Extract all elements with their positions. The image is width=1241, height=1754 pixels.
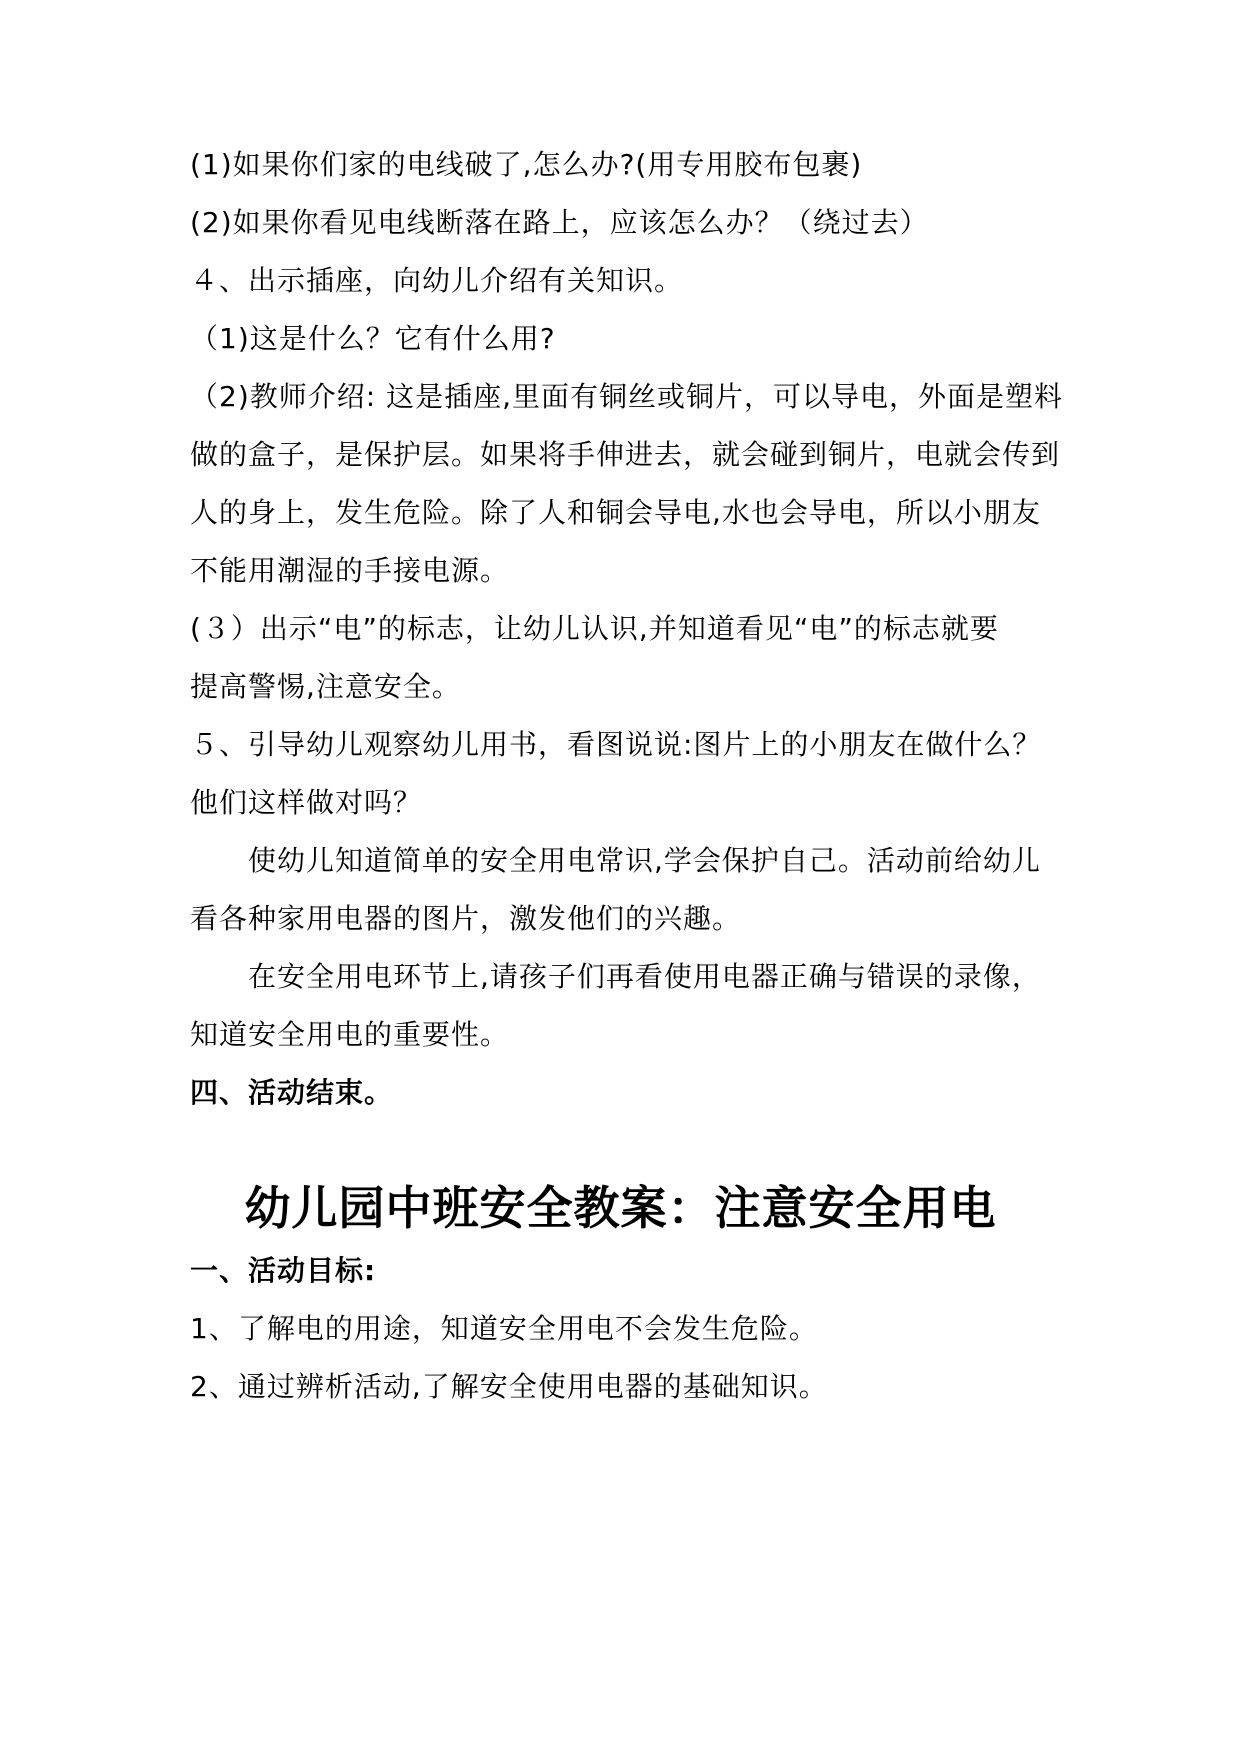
paragraph-line: （2)教师介绍: 这是插座,里面有铜丝或铜片，可以导电，外面是塑料: [190, 380, 1063, 413]
goal-item: 1、了解电的用途，知道安全用电不会发生危险。: [190, 1312, 818, 1345]
paragraph-line: 在安全用电环节上,请孩子们再看使用电器正确与错误的录像，: [248, 960, 1041, 993]
paragraph-line: ５、引导幼儿观察幼儿用书，看图说说:图片上的小朋友在做什么？: [190, 728, 1042, 761]
paragraph-line: (2)如果你看见电线断落在路上，应该怎么办？（绕过去）: [190, 206, 929, 239]
paragraph-line: 不能用潮湿的手接电源。: [190, 554, 510, 587]
paragraph-line: (３）出示“电”的标志，让幼儿认识,并知道看见“电”的标志就要: [190, 612, 999, 645]
document-title: 幼儿园中班安全教案：注意安全用电: [244, 1181, 997, 1235]
paragraph-line: (1)如果你们家的电线破了,怎么办?(用专用胶布包裹): [190, 148, 863, 181]
goal-item: 2、通过辨析活动,了解安全使用电器的基础知识。: [190, 1370, 828, 1403]
paragraph-line: 做的盒子，是保护层。如果将手伸进去，就会碰到铜片，电就会传到: [190, 438, 1061, 471]
section-heading-end: 四、活动结束。: [190, 1076, 394, 1109]
paragraph-line: 知道安全用电的重要性。: [190, 1018, 510, 1051]
paragraph-line: 使幼儿知道简单的安全用电常识,学会保护自己。活动前给幼儿: [248, 844, 1041, 877]
paragraph-line: 人的身上，发生危险。除了人和铜会导电,水也会导电，所以小朋友: [190, 496, 1041, 529]
paragraph-line: 提高警惕,注意安全。: [190, 670, 461, 703]
paragraph-line: 看各种家用电器的图片，激发他们的兴趣。: [190, 902, 742, 935]
paragraph-line: 他们这样做对吗？: [190, 786, 423, 819]
paragraph-line: （1)这是什么？它有什么用?: [190, 322, 556, 355]
paragraph-line: ４、出示插座，向幼儿介绍有关知识。: [190, 264, 684, 297]
section-heading-goals: 一、活动目标:: [190, 1254, 377, 1287]
